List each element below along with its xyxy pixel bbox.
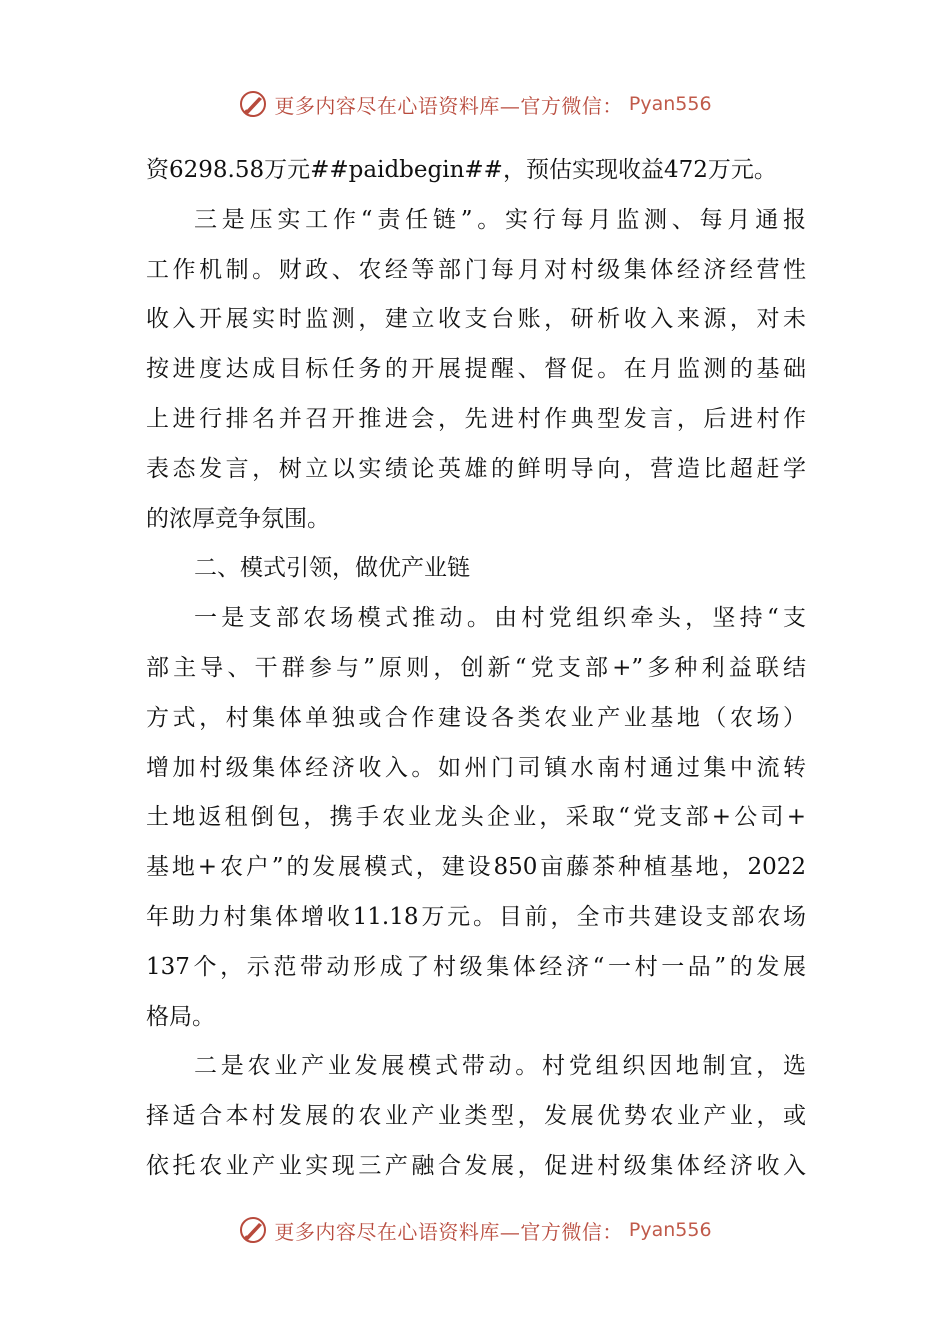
text-line: 的浓厚竞争氛围。 xyxy=(146,505,330,532)
quill-logo-icon xyxy=(238,1215,268,1245)
document-body xyxy=(146,146,806,1192)
text-line: 格局。 xyxy=(146,1003,215,1030)
text-line: 二是农业产业发展模式带动。村党组织因地制宜，选 xyxy=(194,1053,806,1080)
watermark-text: 更多内容尽在心语资料库—官方微信： xyxy=(274,1219,623,1244)
watermark-text: 更多内容尽在心语资料库—官方微信： xyxy=(274,93,623,118)
text-line: 方式，村集体单独或合作建设各类农业产业基地（农场） xyxy=(146,704,806,731)
text-line: 工作机制。财政、农经等部门每月对村级集体经济经营性 xyxy=(146,256,806,283)
text-line: 增加村级集体经济收入。如州门司镇水南村通过集中流转 xyxy=(146,754,806,781)
text-line: 土地返租倒包，携手农业龙头企业，采取“党支部+公司+ xyxy=(146,804,806,831)
watermark-wechat-id: Pyan556 xyxy=(628,93,712,115)
watermark-wechat-id: Pyan556 xyxy=(628,1219,712,1241)
text-line: 基地+农户”的发展模式，建设850亩藤茶种植基地，2022 xyxy=(146,854,806,881)
quill-logo-icon xyxy=(238,89,268,119)
text-line: 上进行排名并召开推进会，先进村作典型发言，后进村作 xyxy=(146,405,806,432)
footer-watermark-banner xyxy=(0,1210,950,1250)
text-line: 收入开展实时监测，建立收支台账，研析收入来源，对未 xyxy=(146,306,806,333)
text-line: 部主导、干群参与”原则，创新“党支部+”多种利益联结 xyxy=(146,654,806,681)
text-line: 137个，示范带动形成了村级集体经济“一村一品”的发展 xyxy=(146,953,806,980)
text-line: 三是压实工作“责任链”。实行每月监测、每月通报 xyxy=(194,206,806,233)
text-line: 一是支部农场模式推动。由村党组织牵头，坚持“支 xyxy=(194,605,806,632)
text-line: 择适合本村发展的农业产业类型，发展优势农业产业，或 xyxy=(146,1103,806,1130)
text-line: 按进度达成目标任务的开展提醒、督促。在月监测的基础 xyxy=(146,356,806,383)
section-heading: 二、模式引领，做优产业链 xyxy=(194,555,470,582)
text-line: 表态发言，树立以实绩论英雄的鲜明导向，营造比超赶学 xyxy=(146,455,806,482)
text-line: 年助力村集体增收11.18万元。目前，全市共建设支部农场 xyxy=(146,903,806,930)
text-line: 资6298.58万元##paidbegin##，预估实现收益472万元。 xyxy=(146,157,777,183)
header-watermark-banner xyxy=(0,84,950,124)
text-line: 依托农业产业实现三产融合发展，促进村级集体经济收入 xyxy=(146,1152,806,1179)
